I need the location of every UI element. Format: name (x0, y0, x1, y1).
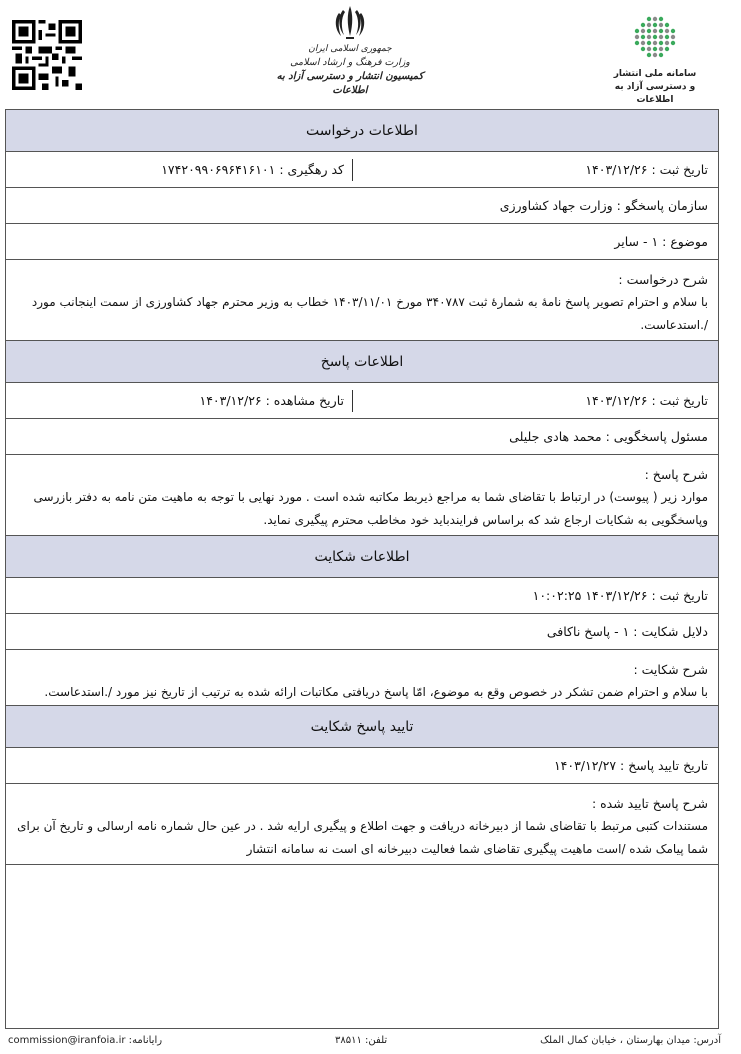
document-frame (5, 109, 719, 1029)
iran-emblem-icon (330, 2, 370, 42)
logo-line-2: و دسترسی آزاد به اطلاعات (614, 82, 696, 105)
ministry-emblem-block (270, 2, 430, 102)
complaint-reasons: دلایل شکایت : ۱ - پاسخ ناکافی (6, 614, 718, 650)
complaint-desc-body: با سلام و احترام ضمن تشکر در خصوص وقع به موضوع، امّا پاسخ دریافتی مکاتبات ارائه شده به ترتیب از تاریخ نیز مورد /.استدعاست. (44, 685, 708, 699)
emblem-line-country: جمهوری اسلامی ایران (308, 44, 392, 54)
emblem-line-ministry: وزارت فرهنگ و ارشاد اسلامی (290, 57, 410, 68)
request-date-row (6, 152, 718, 188)
request-description (6, 260, 718, 341)
response-desc-label: شرح پاسخ : (644, 467, 708, 482)
footer-email[interactable]: commission@iranfoia.ir :رایانامه (8, 1035, 163, 1046)
logo-line-1: سامانه ملی انتشار (613, 69, 697, 79)
footer-phone: تلفن: ۳۸۵۱۱ (335, 1035, 388, 1046)
complaint-desc-label: شرح شکایت : (633, 662, 708, 677)
complaint-description (6, 650, 718, 706)
qr-code-icon[interactable] (12, 20, 82, 90)
emblem-line-commission: کمیسیون انتشار و دسترسی آزاد به اطلاعات (276, 71, 424, 96)
request-desc-body: با سلام و احترام تصویر پاسخ نامهٔ به شمارهٔ ثبت ۳۴۰۷۸۷ مورخ ۱۴۰۳/۱۱/۰۱ خطاب به وزیر محترم جهاد کشاورزی از سمت اینجانب مورد /.استدعاست. (31, 295, 708, 332)
response-date-row (6, 383, 718, 419)
response-view-date: تاریخ مشاهده : ۱۴۰۳/۱۲/۲۶ (199, 390, 353, 412)
request-tracking-code: کد رهگیری : ۱۷۴۲۰۹۹۰۶۹۶۴۱۶۱۰۱ (161, 159, 353, 181)
request-organization: سازمان پاسخگو : وزارت جهاد کشاورزی (6, 188, 718, 224)
system-logo-block (600, 12, 710, 107)
dot-grid-logo-icon (630, 12, 680, 62)
complaint-reg-date: تاریخ ثبت : ۱۴۰۳/۱۲/۲۶ ۱۰:۰۲:۲۵ (6, 578, 718, 614)
response-desc-body: موارد زیر ( پیوست) در ارتباط با تقاضای شما به مراجع ذیربط مکاتبه شده است . مورد نهایی با توجه به ماهیت متن نامه به دفتر بازرسی وپاسخگویی به شکایات ارجاع شد که براساس فرایندباید خود مخاطب محترم پیگیری نماید. (33, 490, 708, 527)
response-section-title: اطلاعات پاسخ (6, 341, 718, 383)
confirmation-description (6, 784, 718, 865)
request-subject: موضوع : ۱ - سایر (6, 224, 718, 260)
confirmation-desc-body: مستندات کتبی مرتبط با تقاضای شما از دبیرخانه دریافت و جهت اطلاع و پیگیری ارایه شد . در عین حال شماره نامه ارسالی و تاریخ آن برای شما پیامک شده /است ماهیت پیگیری تقاضای شما فعالیت دبیرخانه ای است نه سامانه انتشار (17, 819, 708, 856)
confirmation-desc-label: شرح پاسخ تایید شده : (591, 796, 708, 811)
response-reg-date: تاریخ ثبت : ۱۴۰۳/۱۲/۲۶ (585, 393, 708, 408)
page-footer (0, 1033, 741, 1053)
footer-address: آدرس: میدان بهارستان ، خیابان کمال الملک (540, 1035, 721, 1046)
request-reg-date: تاریخ ثبت : ۱۴۰۳/۱۲/۲۶ (585, 162, 708, 177)
confirmation-date: تاریخ تایید پاسخ : ۱۴۰۳/۱۲/۲۷ (6, 748, 718, 784)
complaint-section-title: اطلاعات شکایت (6, 536, 718, 578)
confirmation-section-title: تایید پاسخ شکایت (6, 706, 718, 748)
system-logo-text (600, 68, 710, 107)
response-description (6, 455, 718, 536)
request-desc-label: شرح درخواست : (618, 272, 708, 287)
request-section-title: اطلاعات درخواست (6, 110, 718, 152)
response-responder: مسئول پاسخگویی : محمد هادی جلیلی (6, 419, 718, 455)
page-header (0, 0, 741, 108)
